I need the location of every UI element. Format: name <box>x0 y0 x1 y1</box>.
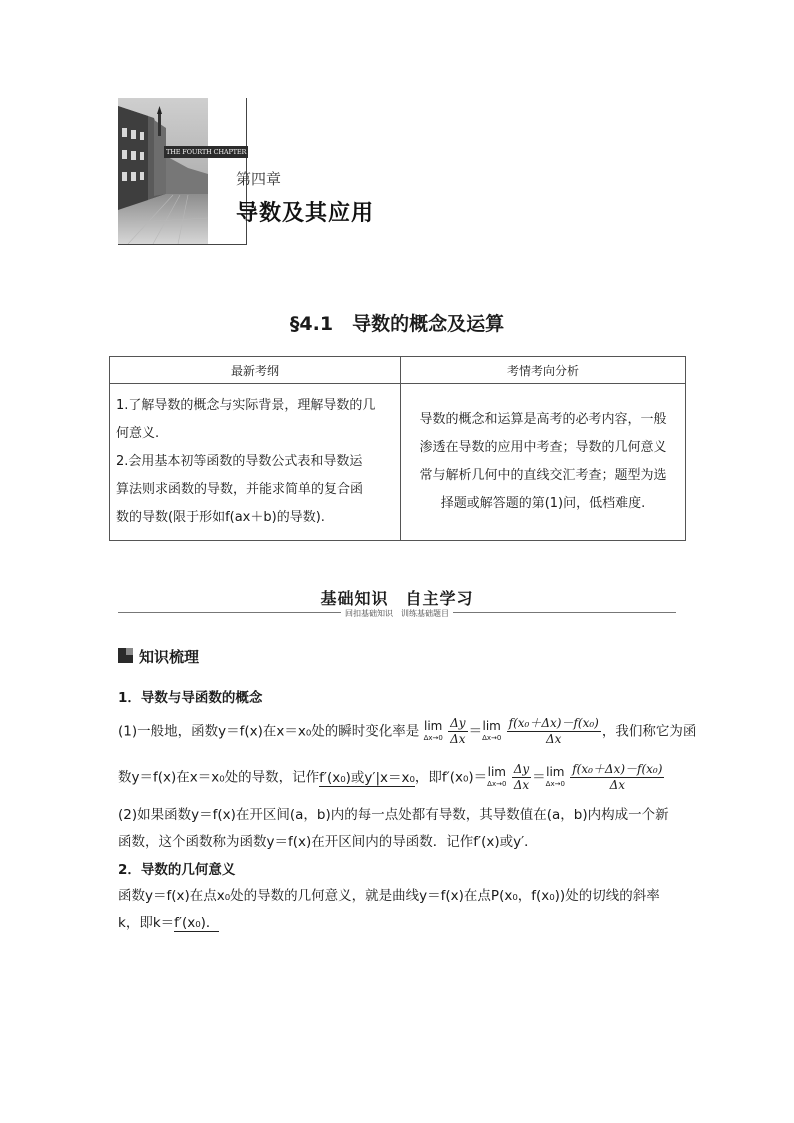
fraction-difference-quotient <box>507 716 601 747</box>
fraction-denominator: Δx <box>609 778 626 792</box>
fraction-denominator: Δx <box>546 732 562 746</box>
lim-subscript: Δx→0 <box>423 733 443 742</box>
analysis-line: 导数的概念和运算是高考的必考内容，一般 <box>419 412 667 427</box>
analysis-line: 常与解析几何中的直线交汇考查；题型为选 <box>419 468 667 483</box>
chapter-cover-image <box>118 98 208 244</box>
chapter-banner: THE FOURTH CHAPTER <box>166 148 247 156</box>
paragraph-geometric-meaning-2 <box>118 911 678 931</box>
syllabus-table <box>109 356 686 541</box>
heading-geometric-meaning: 2．导数的几何意义 <box>118 862 236 878</box>
lim-word: lim <box>424 718 443 733</box>
lim-subscript: Δx→0 <box>545 779 565 788</box>
paragraph-derived-function-1: (2)如果函数y＝f(x)在开区间(a，b)内的每一点处都有导数，其导数值在(a，b)内构成一个新 <box>118 807 669 823</box>
text-segment: ，我们称它为函 <box>601 723 697 740</box>
paragraph-derivative-notation <box>118 762 678 793</box>
analysis-cell <box>401 384 686 541</box>
fill-answer: f′(x₀)． <box>174 915 220 931</box>
equals-sign: ＝ <box>468 723 483 740</box>
lim-subscript: Δx→0 <box>482 733 502 742</box>
limit-symbol <box>424 720 443 744</box>
study-section-title: 基础知识 自主学习 <box>320 589 474 608</box>
lim-word: lim <box>487 764 506 779</box>
chapter-title: 导数及其应用 <box>236 201 375 226</box>
text-segment: 数y＝f(x)在x＝x₀处的导数，记作 <box>118 769 320 786</box>
text-segment: ，即f′(x₀)＝ <box>414 769 488 786</box>
fraction-denominator: Δx <box>450 732 466 746</box>
syllabus-line: 何意义. <box>116 426 160 441</box>
syllabus-line: 1.了解导数的概念与实际背景，理解导数的几 <box>116 398 376 413</box>
fill-answer: f′(x₀)或y′|x＝x₀ <box>319 769 415 786</box>
text-segment: (1)一般地，函数y＝f(x)在x＝x₀处的瞬时变化率是 <box>118 723 420 740</box>
table-header-syllabus: 最新考纲 <box>110 357 401 384</box>
lim-word: lim <box>546 764 565 779</box>
fraction-numerator: Δy <box>513 762 530 776</box>
fraction-numerator: f(x₀＋Δx)－f(x₀) <box>508 716 599 730</box>
analysis-line: 择题或解答题的第(1)问，低档难度. <box>440 496 646 511</box>
knowledge-square-icon <box>118 648 133 663</box>
paragraph-derived-function-2: 函数，这个函数称为函数y＝f(x)在开区间内的导函数．记作f′(x)或y′． <box>118 834 538 850</box>
fraction-dy-dx <box>448 716 467 747</box>
table-header-analysis: 考情考向分析 <box>401 357 686 384</box>
fraction-denominator: Δx <box>513 778 530 792</box>
fraction-dy-dx <box>512 762 531 793</box>
limit-symbol <box>487 766 506 790</box>
fraction-numerator: f(x₀＋Δx)－f(x₀) <box>572 762 663 776</box>
fraction-numerator: Δy <box>450 716 466 730</box>
paragraph-instant-rate <box>118 716 697 747</box>
lim-subscript: Δx→0 <box>487 779 507 788</box>
fraction-difference-quotient <box>570 762 664 793</box>
section-title: §4.1 导数的概念及运算 <box>289 313 505 335</box>
syllabus-cell <box>110 384 401 541</box>
syllabus-line: 数的导数(限于形如f(ax＋b)的导数). <box>116 510 325 525</box>
equals-sign: ＝ <box>532 769 546 786</box>
syllabus-line: 算法则求函数的导数，并能求简单的复合函 <box>116 482 364 497</box>
analysis-line: 渗透在导数的应用中考查；导数的几何意义 <box>419 440 667 455</box>
paragraph-geometric-meaning-1: 函数y＝f(x)在点x₀处的导数的几何意义，就是曲线y＝f(x)在点P(x₀，f(x₀))处的切线的斜率 <box>118 888 660 904</box>
knowledge-title: 知识梳理 <box>139 648 200 666</box>
syllabus-line: 2.会用基本初等函数的导数公式表和导数运 <box>116 454 363 469</box>
text-segment: k，即k＝ <box>118 915 175 931</box>
limit-symbol <box>482 720 501 744</box>
heading-derivative-concept: 1．导数与导函数的概念 <box>118 690 263 706</box>
study-section-subtitle <box>0 608 794 619</box>
limit-symbol <box>546 766 565 790</box>
lim-word: lim <box>482 718 501 733</box>
study-subtitle-text: 回扣基础知识 训练基础题目 <box>341 609 453 618</box>
chapter-label: 第四章 <box>236 170 282 188</box>
